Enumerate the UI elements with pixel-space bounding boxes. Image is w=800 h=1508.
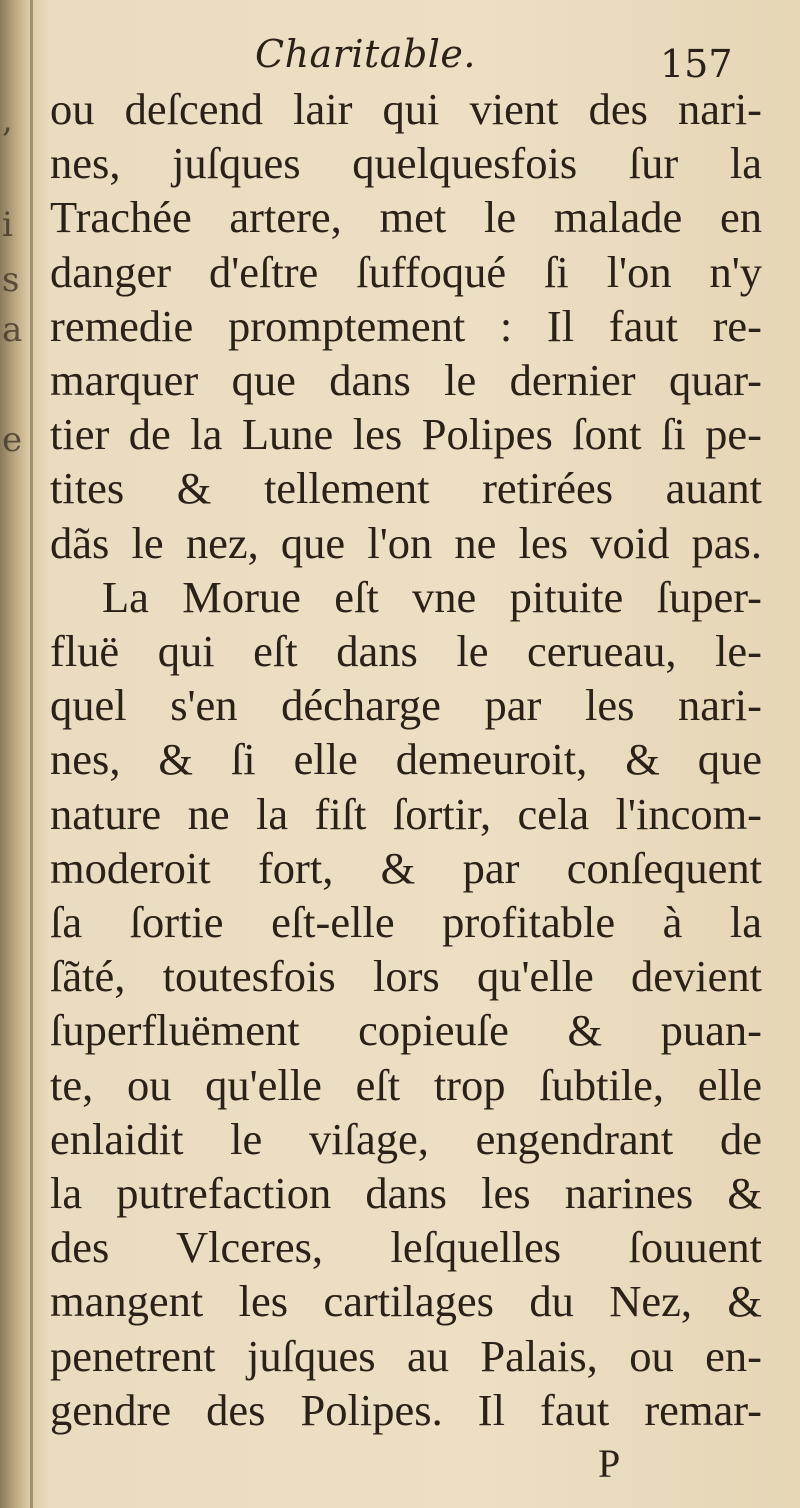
text-line: te, ou qu'elle eſt trop ſubtile, elle (50, 1059, 762, 1110)
page-number: 157 (660, 42, 733, 86)
text-line: nes, juſques quelquesfois ſur la (50, 138, 762, 189)
text-line: remedie promptement : Il faut re- (50, 300, 762, 351)
text-line: ſãté, toutesfois lors qu'elle devient (50, 951, 762, 1002)
text-line: dãs le nez, que l'on ne les void pas. (50, 517, 762, 568)
previous-page-edge (0, 0, 28, 1508)
text-line: ſuperfluëment copieuſe & puan- (50, 1005, 762, 1056)
body-text (50, 82, 770, 1437)
text-line: tites & tellement retirées auant (50, 463, 762, 514)
text-line: ſa ſortie eſt-elle profitable à la (50, 897, 762, 948)
margin-fragment: s (2, 260, 20, 300)
text-line: quel s'en décharge par les nari- (50, 680, 762, 731)
margin-fragment: i (2, 205, 13, 245)
binding-gutter (30, 0, 33, 1508)
text-line: des Vlceres, leſquelles ſouuent (50, 1222, 762, 1273)
text-line: enlaidit le viſage, engendrant de (50, 1113, 762, 1164)
text-line: tier de la Lune les Polipes ſont ſi pe- (50, 409, 762, 460)
text-line: ou deſcend lair qui vient des nari- (50, 84, 762, 134)
margin-fragment: , (2, 100, 13, 140)
margin-fragment: a (2, 310, 23, 350)
text-line: moderoit fort, & par conſequent (50, 842, 762, 893)
text-line: nature ne la fiſt ſortir, cela l'incom- (50, 788, 762, 839)
text-line: nes, & ſi elle demeuroit, & que (50, 734, 762, 785)
text-line: la putrefaction dans les narines & (50, 1168, 762, 1219)
running-title: Charitable. (255, 32, 476, 76)
text-line: fluë qui eſt dans le cerueau, le- (50, 626, 762, 677)
text-line: Trachée artere, met le malade en (50, 192, 762, 243)
catchword: P (598, 1441, 621, 1486)
margin-fragment: e (2, 420, 23, 460)
text-line: mangent les cartilages du Nez, & (50, 1276, 762, 1327)
text-line: marquer que dans le dernier quar- (50, 355, 762, 406)
text-line: La Morue eſt vne pituite ſuper- (102, 571, 762, 622)
text-line: danger d'eſtre ſuffoqué ſi l'on n'y (50, 246, 762, 297)
text-line: gendre des Polipes. Il faut remar- (50, 1384, 762, 1435)
text-line: penetrent juſques au Palais, ou en- (50, 1330, 762, 1381)
page-header (0, 28, 800, 88)
